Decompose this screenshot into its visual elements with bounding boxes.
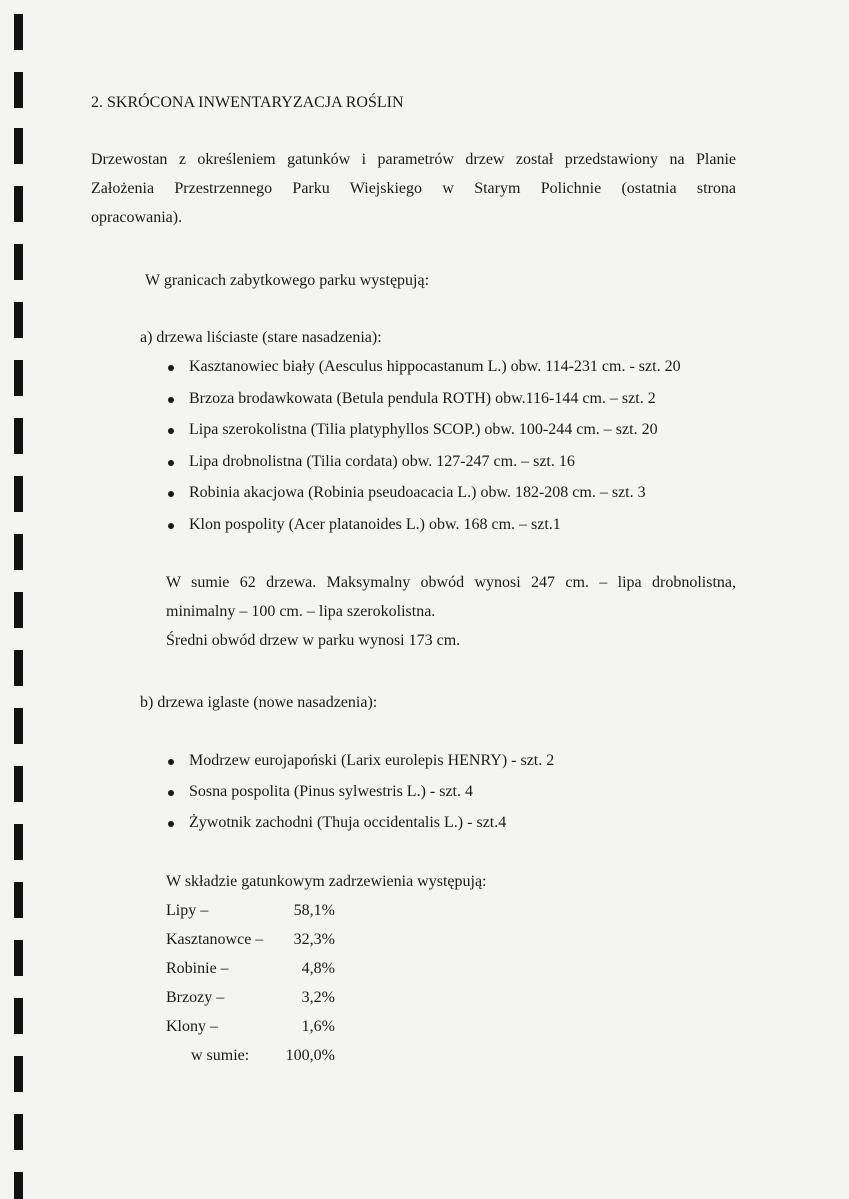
binding-mark — [14, 476, 23, 512]
binding-mark — [14, 998, 23, 1034]
binding-mark — [14, 186, 23, 222]
list-item: Lipa drobnolistna (Tilia cordata) obw. 127-247 cm. – szt. 16 — [189, 453, 575, 470]
binding-mark — [14, 14, 23, 50]
binding-mark — [14, 824, 23, 860]
section-b-label: b) drzewa iglaste (nowe nasadzenia): — [140, 694, 378, 711]
binding-mark — [14, 650, 23, 686]
composition-label: Robinie – — [166, 960, 229, 977]
binding-mark — [14, 302, 23, 338]
list-item: Brzoza brodawkowata (Betula pendula ROTH) obw.116-144 cm. – szt. 2 — [189, 390, 656, 407]
binding-mark — [14, 766, 23, 802]
summary-paragraph — [166, 573, 736, 651]
binding-mark — [14, 534, 23, 570]
composition-total-label: w sumie: — [191, 1047, 250, 1064]
lead-text: W granicach zabytkowego parku występują: — [145, 272, 430, 289]
binding-mark — [14, 940, 23, 976]
binding-mark — [14, 1056, 23, 1092]
binding-mark — [14, 244, 23, 280]
binding-mark — [14, 1172, 23, 1199]
list-item: Sosna pospolita (Pinus sylwestris L.) - szt. 4 — [189, 783, 473, 800]
intro-line: opracowania). — [91, 209, 183, 226]
list-item: Kasztanowiec biały (Aesculus hippocastanum L.) obw. 114-231 cm. - szt. 20 — [189, 358, 681, 375]
list-item: Modrzew eurojapoński (Larix eurolepis HENRY) - szt. 2 — [189, 752, 555, 769]
composition-value: 58,1% — [293, 902, 335, 919]
list-item: Żywotnik zachodni (Thuja occidentalis L.) - szt.4 — [189, 814, 507, 831]
binding-mark — [14, 72, 23, 108]
list-item: Klon pospolity (Acer platanoides L.) obw. 168 cm. – szt.1 — [189, 516, 561, 533]
intro-line: Drzewostan z określeniem gatunków i parametrów drzew został przedstawiony na Planie — [91, 151, 736, 168]
composition-label: Brzozy – — [166, 989, 225, 1006]
list-item: Robinia akacjowa (Robinia pseudoacacia L.) obw. 182-208 cm. – szt. 3 — [189, 484, 646, 501]
list-item: Lipa szerokolistna (Tilia platyphyllos SCOP.) obw. 100-244 cm. – szt. 20 — [189, 421, 658, 438]
summary-line: Średni obwód drzew w parku wynosi 173 cm. — [166, 632, 461, 649]
binding-mark — [14, 708, 23, 744]
summary-line: W sumie 62 drzewa. Maksymalny obwód wynosi 247 cm. – lipa drobnolistna, — [166, 574, 736, 591]
composition-label: Kasztanowce – — [166, 931, 264, 948]
binding-mark — [14, 360, 23, 396]
binding-mark — [14, 128, 23, 164]
composition-value: 3,2% — [301, 989, 335, 1006]
binding-mark — [14, 1114, 23, 1150]
summary-line: minimalny – 100 cm. – lipa szerokolistna. — [166, 603, 436, 620]
composition-value: 4,8% — [301, 960, 335, 977]
intro-line: Założenia Przestrzennego Parku Wiejskiego w Starym Polichnie (ostatnia strona — [91, 180, 736, 197]
composition-label: Lipy – — [166, 902, 209, 919]
composition-value: 1,6% — [301, 1018, 335, 1035]
binding-mark — [14, 882, 23, 918]
section-a-label: a) drzewa liściaste (stare nasadzenia): — [140, 329, 382, 346]
composition-value: 32,3% — [293, 931, 335, 948]
binding-mark — [14, 592, 23, 628]
composition-total-value: 100,0% — [285, 1047, 335, 1064]
binding-mark — [14, 418, 23, 454]
composition-title: W składzie gatunkowym zadrzewienia występują: — [166, 873, 487, 890]
intro-paragraph — [91, 150, 736, 228]
section-heading: 2. SKRÓCONA INWENTARYZACJA ROŚLIN — [91, 94, 404, 111]
composition-label: Klony – — [166, 1018, 218, 1035]
